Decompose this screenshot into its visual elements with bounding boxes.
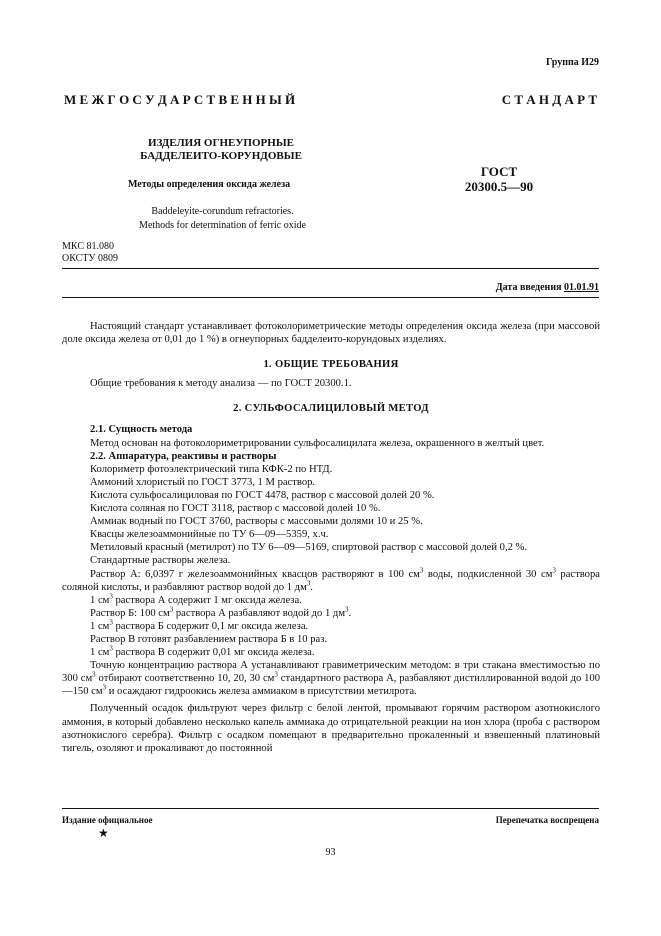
subsection-2-1-text: Метод основан на фотоколориметрировании сульфосалицилата железа, окрашенного в желтый цвет. [90,437,545,449]
english-title [110,205,335,233]
date-label: Дата введения [495,282,562,293]
solution-v-paragraph: Раствор В готовят разбавлением раствора Б в 10 раз. [90,633,328,645]
star-icon: ★ [98,826,109,840]
mks-code: МКС 81.080 [62,241,114,252]
list-item: Кислота сульфосалициловая по ГОСТ 4478, раствор с массовой долей 20 %. [90,489,435,501]
list-item: Стандартные растворы железа. [90,555,231,567]
document-title [128,137,314,163]
subsection-2-1-heading: 2.1. Сущность метода [90,424,193,436]
banner-word-1: М Е Ж Г О С У Д А Р С Т В Е Н Н Ы Й [64,92,296,107]
body-text [62,320,600,755]
classification-codes [62,241,118,265]
document-subtitle: Методы определения оксида железа [128,179,291,190]
okstu-code: ОКСТУ 0809 [62,253,119,264]
divider-date [62,297,599,298]
section-1-heading: 1. ОБЩИЕ ТРЕБОВАНИЯ [263,359,399,371]
section-2-heading: 2. СУЛЬФОСАЛИЦИЛОВЫЙ МЕТОД [233,403,429,415]
reprint-prohibited-label: Перепечатка воспрещена [495,815,599,825]
standard-banner [64,92,597,108]
gost-designation [458,164,540,194]
solution-v-content: 1 $см^3$ раствора В содержит 0,01 мг оксида железа. [90,644,315,659]
concentration-paragraph: Точную концентрацию раствора А устанавливают гравиметрическим методом: в три стакана вместимостью по 300 $см^3$ отбирают соответственно 10, 20, 30 $см^3$ стандартного раствора А, разбавляют дистиллированной водой до 100—150 $см^3$ и осаждают гидроокись железа аммиаком в присутствии метилрота. [62,660,601,698]
intro-paragraph: Настоящий стандарт устанавливает фотоколориметрические методы определения оксида железа (при массовой доле оксида железа от 0,01 до 1 %) в огнеупорных бадделеито-корундовых изделиях. [62,321,600,346]
english-line-1: Baddeleyite-corundum refractories. [151,206,294,217]
list-item: Метиловый красный (метилрот) по ТУ 6—09—5169, спиртовой раствор с массовой долей 0,2 %. [90,542,528,554]
gost-label: ГОСТ [480,164,518,179]
title-line-1: ИЗДЕЛИЯ ОГНЕУПОРНЫЕ [148,137,294,149]
divider-footer [62,808,599,809]
solution-b-content: 1 $см^3$ раствора Б содержит 0,1 мг оксида железа. [90,618,309,632]
subsection-2-2-heading: 2.2. Аппаратура, реактивы и растворы [90,450,277,462]
effective-date [496,282,599,293]
title-line-2: БАДДЕЛЕИТО-КОРУНДОВЫЕ [140,150,302,162]
solution-a-paragraph: Раствор А: 6,0397 г железоаммонийных квасцов растворяют в 100 $см^3$ воды, подкисленной 30 $см^3$ раствора соляной кислоты, и разбавляют раствор водой до 1 $дм^3$. [62,565,600,593]
date-value: 01.01.91 [564,282,599,293]
official-edition-label: Издание официальное [62,815,153,825]
solution-a-content: 1 $см^3$ раствора А содержит 1 мг оксида железа. [90,592,302,606]
gost-number: 20300.5—90 [464,179,534,194]
list-item: Аммиак водный по ГОСТ 3760, растворы с массовыми долями 10 и 25 %. [90,516,423,528]
list-item: Кислота соляная по ГОСТ 3118, раствор с массовой долей 10 %. [90,503,381,515]
list-item: Квасцы железоаммонийные по ТУ 6—09—5359, х.ч. [90,529,329,541]
divider-top [62,268,599,269]
english-line-2: Methods for determination of ferric oxide [139,220,306,231]
section-1-text: Общие требования к методу анализа — по ГОСТ 20300.1. [90,378,352,390]
list-item: Колориметр фотоэлектрический типа КФК-2 по НТД. [90,463,333,475]
filtration-paragraph: Полученный осадок фильтруют через фильтр с белой лентой, промывают горячим раствором азотнокислого аммония, в который добавлено несколько капель аммиака до отрицательной реакции на ион хлора (проба с раствором азотнокислого серебра). Фильтр с осадком помещают в предварительно прокаленный и взвешенный платиновый тигель, озоляют и прокаливают до постоянной [62,703,600,754]
list-item: Аммоний хлористый по ГОСТ 3773, 1 М раствор. [90,476,316,488]
solution-b-paragraph: Раствор Б: 100 $см^3$ раствора А разбавляют водой до 1 $дм^3$. [90,605,352,619]
page-number: 93 [325,847,336,858]
banner-word-2: С Т А Н Д А Р Т [501,92,597,107]
group-code: Группа И29 [546,57,599,68]
